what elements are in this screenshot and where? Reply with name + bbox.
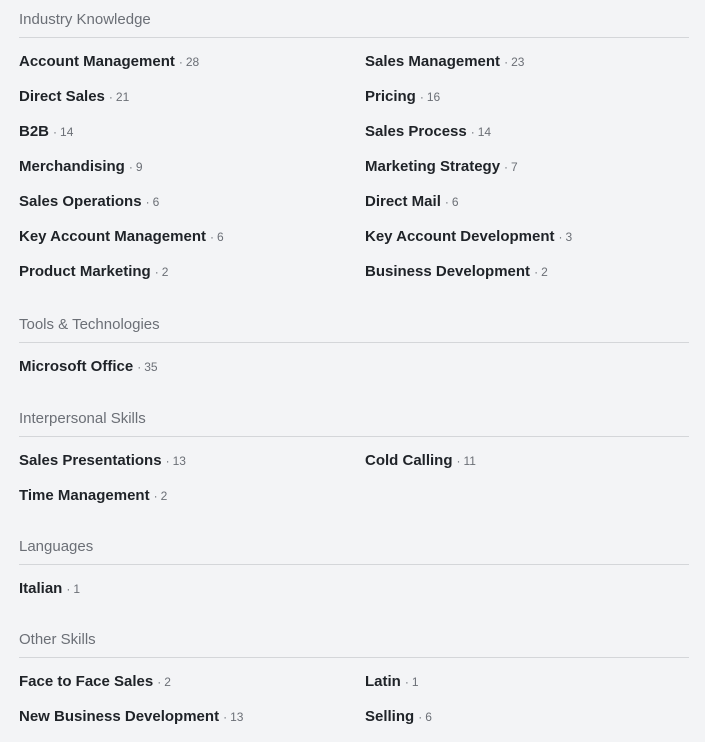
separator-dot: · <box>534 265 539 279</box>
skill-name: Account Management <box>19 53 175 70</box>
endorsement-count: 9 <box>135 160 143 174</box>
endorsement-count: 3 <box>565 230 573 244</box>
endorsement-count: 28 <box>185 55 200 69</box>
endorsement-count: 6 <box>451 195 459 209</box>
separator-dot: · <box>165 454 170 468</box>
skill-name: Selling <box>365 708 415 725</box>
section-title: Industry Knowledge <box>19 11 151 28</box>
endorsement-count: 7 <box>511 160 518 174</box>
separator-dot: · <box>223 710 228 724</box>
separator-dot: · <box>154 265 159 279</box>
skill-link-selling[interactable] <box>365 707 689 727</box>
skill-name: B2B <box>19 123 50 140</box>
separator-dot: · <box>209 230 214 244</box>
skill-link-latin[interactable] <box>365 672 689 692</box>
endorsement-count: 21 <box>115 90 130 104</box>
separator-dot: · <box>178 55 183 69</box>
skills-list <box>19 52 689 282</box>
skill-link-business-development[interactable] <box>365 262 689 282</box>
separator-dot: · <box>404 675 409 689</box>
skill-name: Pricing <box>365 88 416 105</box>
endorsement-count: 6 <box>216 230 224 244</box>
skill-name: Product Marketing <box>19 263 151 280</box>
endorsement-count: 16 <box>426 90 441 104</box>
skill-name: New Business Development <box>19 708 220 725</box>
skill-link-sales-presentations[interactable] <box>19 451 365 471</box>
section-title: Interpersonal Skills <box>19 410 146 427</box>
endorsement-count: 14 <box>60 125 74 139</box>
separator-dot: · <box>128 160 133 174</box>
skill-link-direct-mail[interactable] <box>365 192 689 212</box>
endorsement-count: 2 <box>160 489 168 503</box>
separator-dot: · <box>153 489 158 503</box>
skill-name: Merchandising <box>19 158 125 175</box>
separator-dot: · <box>456 454 461 468</box>
skills-list <box>19 357 689 377</box>
endorsement-count: 1 <box>411 675 419 689</box>
skills-list <box>19 451 689 506</box>
skill-name: Key Account Management <box>19 228 206 245</box>
skill-name: Direct Mail <box>365 193 441 210</box>
skill-name: Italian <box>19 580 63 597</box>
endorsement-count: 6 <box>425 710 432 724</box>
separator-dot: · <box>66 582 71 596</box>
endorsement-count: 35 <box>144 360 158 374</box>
endorsement-count: 2 <box>541 265 548 279</box>
skill-name: Business Development <box>365 263 531 280</box>
section-tools-technologies <box>19 315 689 377</box>
skill-name: Sales Presentations <box>19 452 162 469</box>
endorsement-count: 2 <box>164 675 171 689</box>
skill-link-cold-calling[interactable] <box>365 451 689 471</box>
endorsement-count: 2 <box>161 265 169 279</box>
separator-dot: · <box>53 125 58 139</box>
section-other-skills <box>19 630 689 727</box>
skill-link-microsoft-office[interactable] <box>19 357 365 377</box>
skills-list <box>19 579 689 599</box>
skill-name: Cold Calling <box>365 452 453 469</box>
skill-name: Sales Operations <box>19 193 142 210</box>
separator-dot: · <box>470 125 475 139</box>
endorsement-count: 13 <box>230 710 244 724</box>
section-title: Languages <box>19 538 94 555</box>
skill-link-marketing-strategy[interactable] <box>365 157 689 177</box>
skill-link-key-account-development[interactable] <box>365 227 689 247</box>
skill-name: Microsoft Office <box>19 358 134 375</box>
section-interpersonal-skills <box>19 409 689 506</box>
section-divider <box>19 436 689 437</box>
skill-link-time-management[interactable] <box>19 486 365 506</box>
skill-name: Direct Sales <box>19 88 105 105</box>
separator-dot: · <box>157 675 162 689</box>
section-divider <box>19 37 689 38</box>
endorsement-count: 14 <box>477 125 492 139</box>
endorsement-count: 23 <box>511 55 525 69</box>
section-divider <box>19 564 689 565</box>
separator-dot: · <box>137 360 142 374</box>
separator-dot: · <box>145 195 150 209</box>
section-title: Other Skills <box>19 631 96 648</box>
separator-dot: · <box>558 230 563 244</box>
skill-link-direct-sales[interactable] <box>19 87 365 107</box>
skill-name: Key Account Development <box>365 228 555 245</box>
separator-dot: · <box>504 160 509 174</box>
skill-link-account-management[interactable] <box>19 52 365 72</box>
skill-link-merchandising[interactable] <box>19 157 365 177</box>
skill-link-product-marketing[interactable] <box>19 262 365 282</box>
skill-name: Latin <box>365 673 401 690</box>
skills-list <box>19 672 689 727</box>
skill-name: Sales Management <box>365 53 501 70</box>
skill-link-pricing[interactable] <box>365 87 689 107</box>
skill-link-b2b[interactable] <box>19 122 365 142</box>
separator-dot: · <box>504 55 509 69</box>
skill-name: Time Management <box>19 487 150 504</box>
section-title: Tools & Technologies <box>19 316 160 333</box>
endorsement-count: 1 <box>73 582 81 596</box>
skill-link-key-account-management[interactable] <box>19 227 365 247</box>
separator-dot: · <box>108 90 113 104</box>
skill-link-italian[interactable] <box>19 579 365 599</box>
skill-link-new-business-development[interactable] <box>19 707 365 727</box>
endorsement-count: 13 <box>172 454 186 468</box>
skill-name: Marketing Strategy <box>365 158 501 175</box>
skill-link-face-to-face-sales[interactable] <box>19 672 365 692</box>
skill-link-sales-operations[interactable] <box>19 192 365 212</box>
skill-link-sales-management[interactable] <box>365 52 689 72</box>
section-industry-knowledge <box>19 10 689 282</box>
section-divider <box>19 657 689 658</box>
skill-name: Face to Face Sales <box>19 673 154 690</box>
separator-dot: · <box>419 90 424 104</box>
separator-dot: · <box>444 195 449 209</box>
endorsement-count: 11 <box>463 454 476 468</box>
section-divider <box>19 342 689 343</box>
separator-dot: · <box>418 710 423 724</box>
skill-name: Sales Process <box>365 123 467 140</box>
skill-link-sales-process[interactable] <box>365 122 689 142</box>
endorsement-count: 6 <box>152 195 160 209</box>
section-languages <box>19 537 689 599</box>
